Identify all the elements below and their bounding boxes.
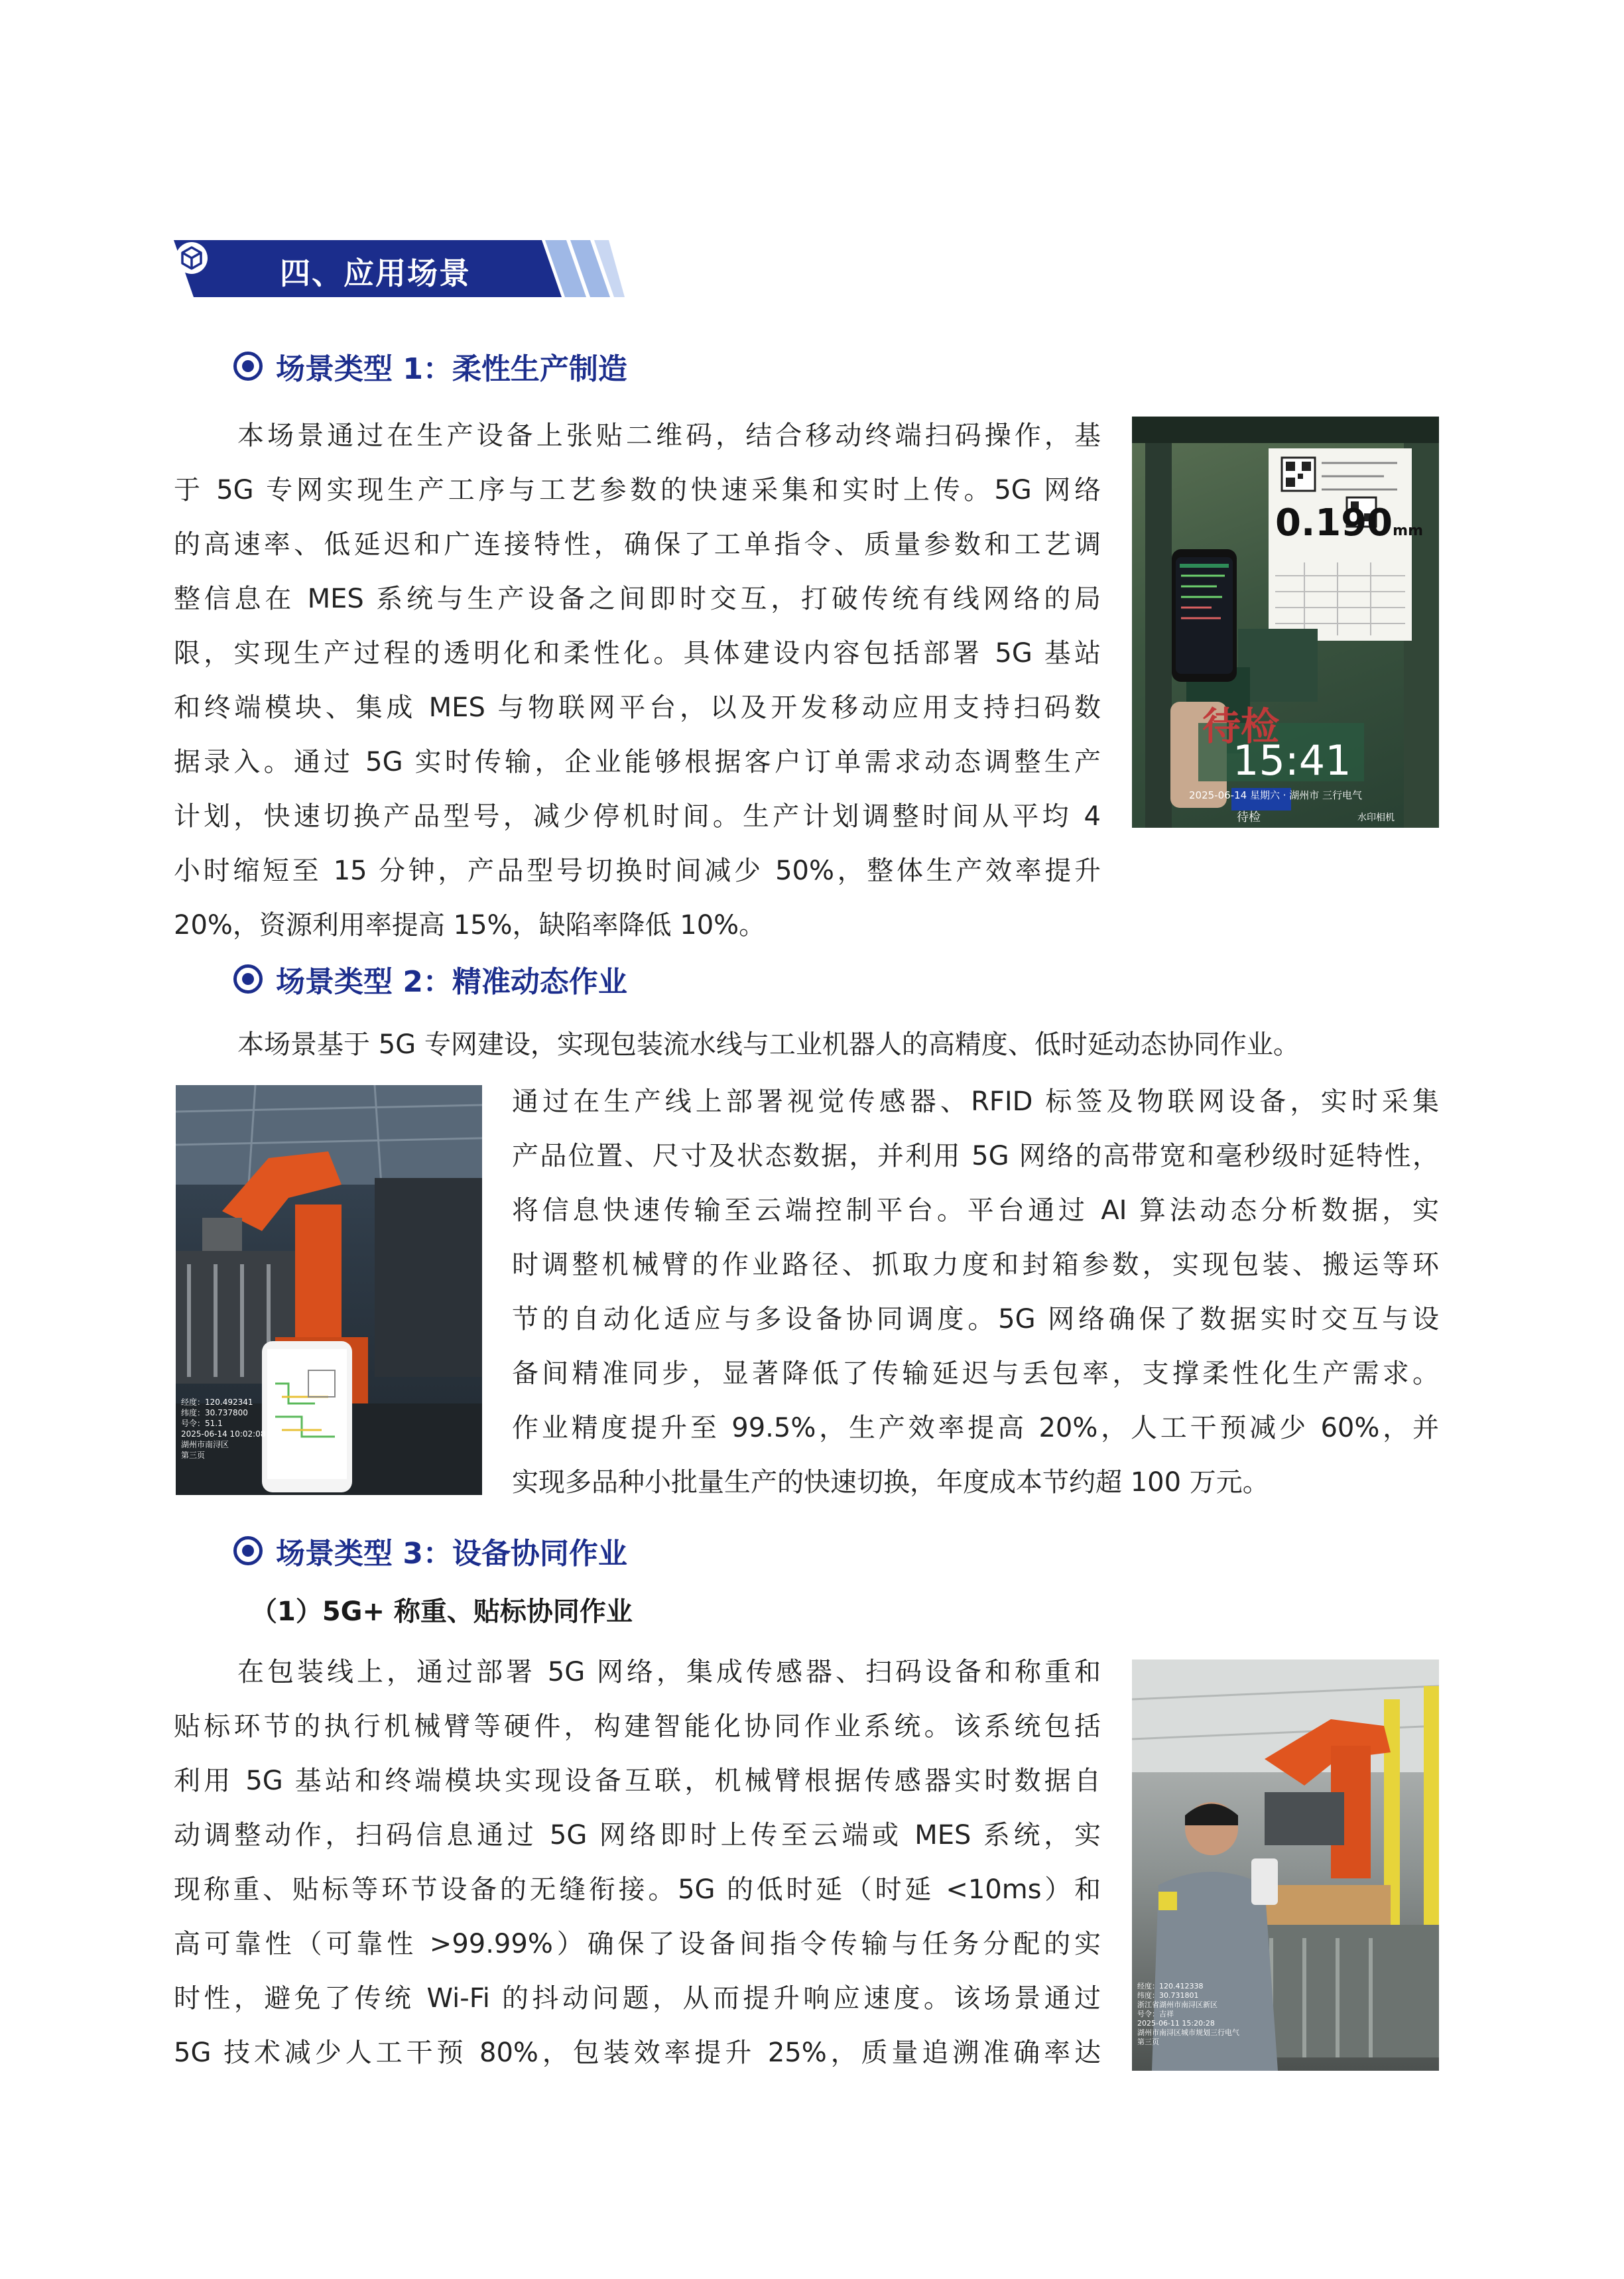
scenario-2-heading [233,958,627,1000]
paragraph-line: 于 5G 专网实现生产工序与工艺参数的快速采集和实时上传。5G 网络 [174,475,1101,505]
paragraph-line: 本场景通过在生产设备上张贴二维码，结合移动终端扫码操作，基 [237,421,1101,451]
scenario-1-heading [233,345,627,387]
paragraph-line: 20%，资源利用率提高 15%，缺陷率降低 10%。 [174,910,766,941]
scenario-1-paragraph [174,409,1101,952]
overlay-line: 号令：51.1 [181,1419,223,1428]
overlay-line: 纬度：30.737800 [181,1408,248,1417]
paragraph-line: 在包装线上，通过部署 5G 网络，集成传感器、扫码设备和称重和 [237,1657,1101,1687]
photo-date-location: 2025-06-14 星期六 · 湖州市 三行电气 [1189,789,1363,801]
paragraph-line: 整信息在 MES 系统与生产设备之间即时交互，打破传统有线网络的局 [174,584,1101,614]
scenario-3-heading-text: 场景类型 3：设备协同作业 [276,1537,627,1571]
paragraph-line: 计划，快速切换产品型号，减少停机时间。生产计划调整时间从平均 4 [174,801,1101,832]
paragraph-line: 作业精度提升至 99.5%，生产效率提高 20%，人工干预减少 60%，并 [512,1413,1439,1443]
paragraph-line: 产品位置、尺寸及状态数据，并利用 5G 网络的高带宽和毫秒级时延特性， [512,1141,1439,1171]
scenario-3-paragraph [174,1645,1101,2080]
paragraph-line: 贴标环节的执行机械臂等硬件，构建智能化协同作业系统。该系统包括 [174,1711,1101,1742]
paragraph-line: 节的自动化适应与多设备协同调度。5G 网络确保了数据实时交互与设 [512,1304,1439,1335]
paragraph-line: 动调整动作，扫码信息通过 5G 网络即时上传至云端或 MES 系统，实 [174,1820,1101,1851]
paragraph-line: 5G 技术减少人工干预 80%，包装效率提升 25%，质量追溯准确率达 [174,2038,1101,2068]
reading-value: 0.190 [1275,501,1393,545]
overlay-line: 号令：吉祥 [1137,2010,1174,2018]
paragraph-line: 时性，避免了传统 Wi-Fi 的抖动问题，从而提升响应速度。该场景通过 [174,1983,1101,2014]
overlay-line: 湖州市南浔区 [181,1440,229,1449]
paragraph-line: 高可靠性（可靠性 >99.99%）确保了设备间指令传输与任务分配的实 [174,1929,1101,1959]
photo-watermark-app: 水印相机 [1357,813,1395,823]
paragraph-line: 实现多品种小批量生产的快速切换，年度成本节约超 100 万元。 [512,1467,1269,1498]
paragraph-line: 限，实现生产过程的透明化和柔性化。具体建设内容包括部署 5G 基站 [174,638,1101,669]
target-bullet-icon [233,964,263,994]
paragraph-line: 利用 5G 基站和终端模块实现设备互联，机械臂根据传感器实时数据自 [174,1766,1101,1796]
section-banner [174,240,625,297]
overlay-line: 湖州市南浔区城市规划三行电气 [1137,2028,1239,2037]
photo-time: 15:41 [1233,736,1351,785]
scenario-3-heading [233,1530,627,1572]
paragraph-line: 现称重、贴标等环节设备的无缝衔接。5G 的低时延（时延 <10ms）和 [174,1874,1101,1905]
paragraph-line: 通过在生产线上部署视觉传感器、RFID 标签及物联网设备，实时采集 [512,1086,1439,1117]
overlay-line: 2025-06-14 10:02:08 [181,1429,266,1439]
section-title: 四、应用场景 [280,255,471,291]
overlay-line: 第三页 [1137,2038,1159,2046]
overlay-line: 经度：120.492341 [181,1398,253,1407]
photo-status-small: 待检 [1237,811,1261,824]
paragraph-line: 的高速率、低延迟和广连接特性，确保了工单指令、质量参数和工艺调 [174,529,1101,560]
scenario-2-heading-text: 场景类型 2：精准动态作业 [276,965,627,999]
overlay-line: 2025-06-11 15:20:28 [1137,2019,1215,2028]
overlay-line: 经度：120.412338 [1137,1982,1204,1990]
reading-unit: mm [1393,523,1423,539]
photo-3-overlay [1137,1982,1239,2047]
photo-qr-scanning [1132,417,1439,828]
paragraph-line: 据录入。通过 5G 实时传输，企业能够根据客户订单需求动态调整生产 [174,747,1101,777]
paragraph-line: 时调整机械臂的作业路径、抓取力度和封箱参数，实现包装、搬运等环 [512,1250,1439,1280]
photo-2-overlay [181,1397,265,1461]
status-stencil: 待检 [1202,704,1280,749]
paragraph-line: 小时缩短至 15 分钟，产品型号切换时间减少 50%，整体生产效率提升 [174,856,1101,886]
overlay-line: 第三页 [181,1451,206,1460]
paragraph-line: 和终端模块、集成 MES 与物联网平台，以及开发移动应用支持扫码数 [174,692,1101,723]
label-reading [1275,501,1423,545]
overlay-line: 浙江省湖州市南浔区新区 [1137,2000,1218,2009]
target-bullet-icon [233,352,263,381]
target-bullet-icon [233,1536,263,1565]
scenario-2-intro: 本场景基于 5G 专网建设，实现包装流水线与工业机器人的高精度、低时延动态协同作业。 [237,1029,1300,1060]
photo-robot-arm-line [176,1085,482,1495]
scenario-1-heading-text: 场景类型 1：柔性生产制造 [276,352,627,386]
cube-icon [174,240,210,276]
scenario-2-paragraph [512,1074,1439,1510]
photo-weighing-labeling [1132,1660,1439,2071]
paragraph-line: 备间精准同步，显著降低了传输延迟与丢包率，支撑柔性化生产需求。 [512,1358,1439,1389]
overlay-line: 纬度：30.731801 [1137,1991,1199,2000]
scenario-3-subheading: （1）5G+ 称重、贴标协同作业 [251,1596,633,1627]
paragraph-line: 将信息快速传输至云端控制平台。平台通过 AI 算法动态分析数据，实 [512,1195,1439,1226]
